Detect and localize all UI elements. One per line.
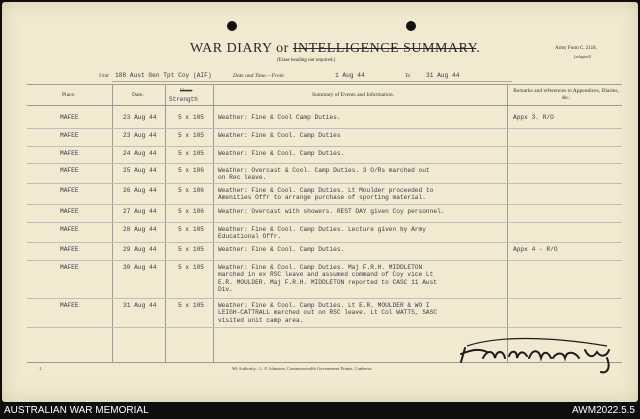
row-summary [218, 187, 433, 202]
printer-imprint: Wt Authority : L. F. Johnston, Commonwealth Government Printer, Canberra. [232, 366, 373, 371]
row-place: MAFEE [60, 264, 79, 271]
row-summary [218, 208, 445, 215]
row-strength: 5 x 106 [178, 167, 204, 174]
row-place: MAFEE [60, 208, 79, 215]
row-rule [27, 298, 622, 299]
summary-line: visited unit camp area. [218, 316, 304, 324]
summary-line: Weather: Fine & Cool. Camp Duties. Lt E.R. MOULDER & WO I [218, 302, 430, 309]
summary-line: LEIGH-CATTRALL marched out on RSC leave. Lt Col WATTS, SASC [218, 309, 438, 317]
corner-mark: .1. [38, 366, 43, 371]
col-divider [165, 84, 166, 362]
row-place: MAFEE [60, 114, 79, 121]
row-date: 31 Aug 44 [123, 302, 157, 309]
row-place: MAFEE [60, 150, 79, 157]
row-strength: 5 x 105 [178, 246, 204, 253]
col-header-hour: Hour. [180, 88, 193, 94]
row-remark: Appx 3. R/O [513, 114, 554, 121]
summary-line: Weather: Fine & Cool. Camp Duties. Maj F.R.H. MIDDLETON [218, 264, 423, 271]
row-date: 28 Aug 44 [123, 226, 157, 233]
unit-underline [112, 81, 512, 82]
row-summary [218, 114, 341, 121]
row-date: 24 Aug 44 [123, 150, 157, 157]
summary-line: Educational Offr. [218, 233, 282, 241]
row-strength: 5 x 105 [178, 226, 204, 233]
form-adapted: (adapted) [574, 54, 591, 59]
row-date: 29 Aug 44 [123, 246, 157, 253]
row-strength: 5 x 105 [178, 150, 204, 157]
unit-label: Unit [99, 73, 109, 79]
row-strength: 5 x 105 [178, 302, 204, 309]
row-place: MAFEE [60, 302, 79, 309]
row-strength: 5 x 106 [178, 208, 204, 215]
form-number: Army Form C. 2118. [555, 46, 597, 51]
col-header-date: Date. [132, 92, 144, 98]
summary-line: Weather: Fine & Cool. Camp Duties. [218, 246, 345, 253]
war-diary-page [2, 2, 638, 402]
archive-caption-bar [0, 402, 640, 419]
row-place: MAFEE [60, 132, 79, 139]
header-rule [27, 105, 622, 106]
row-strength: 5 x 105 [178, 132, 204, 139]
col-header-strength: Strength [169, 96, 198, 103]
row-rule [27, 242, 622, 243]
row-rule [27, 204, 622, 205]
summary-line: marched in ex RSC leave and assumed command of Coy vice Lt [218, 271, 434, 279]
row-strength: 5 x 105 [178, 264, 204, 271]
summary-line: Div. [218, 286, 233, 294]
summary-line: Weather: Fine & Cool Camp Duties. [218, 114, 341, 121]
summary-line: Weather: Overcast with showers. REST DAY given Coy personnel. [218, 208, 445, 215]
row-date: 23 Aug 44 [123, 114, 157, 121]
col-divider [112, 84, 113, 362]
row-summary [218, 246, 344, 253]
row-date: 27 Aug 44 [123, 208, 157, 215]
row-date: 25 Aug 44 [123, 167, 157, 174]
row-rule [27, 222, 622, 223]
row-date: 26 Aug 44 [123, 187, 157, 194]
row-place: MAFEE [60, 226, 79, 233]
row-place: MAFEE [60, 187, 79, 194]
to-label: To [405, 73, 411, 79]
row-date: 23 Aug 44 [123, 132, 157, 139]
punch-hole [406, 21, 416, 31]
row-summary [218, 150, 344, 157]
row-strength: 5 x 106 [178, 187, 204, 194]
row-rule [27, 146, 622, 147]
page-title: WAR DIARY or INTELLIGENCE SUMMARY. [190, 41, 481, 56]
row-place: MAFEE [60, 246, 79, 253]
row-rule [27, 128, 622, 129]
title-subtitle: (Erase heading not required.) [277, 58, 336, 63]
col-header-place: Place. [62, 92, 76, 98]
row-strength: 5 x 105 [178, 114, 204, 121]
to-date: 31 Aug 44 [426, 72, 460, 79]
summary-line: Weather: Fine & Cool. Camp Duties [218, 132, 341, 139]
col-header-remarks: Remarks and references to Appendices, Diaries, &c. [513, 88, 619, 101]
datetime-label: Date and Time.—From [233, 73, 284, 79]
archive-name: AUSTRALIAN WAR MEMORIAL [4, 405, 149, 416]
row-rule [27, 260, 622, 261]
col-header-summary: Summary of Events and Information. [312, 92, 395, 98]
signature [457, 328, 632, 378]
row-summary [218, 226, 426, 241]
row-summary [218, 167, 430, 182]
punch-hole [227, 21, 237, 31]
col-divider [507, 84, 508, 362]
from-date: 1 Aug 44 [335, 72, 365, 79]
row-remark: Appx 4 - R/O [513, 246, 558, 253]
table-top-rule [27, 84, 622, 85]
summary-line: Weather: Overcast & Cool. Camp Duties. 3 O/Rs marched out [218, 167, 430, 174]
summary-line: Weather: Fine & Cool. Camp Duties. Lecture given by Army [218, 226, 426, 233]
row-date: 30 Aug 44 [123, 264, 157, 271]
summary-line: Amenities Offr to arrange purchase of sporting material. [218, 194, 426, 202]
row-summary [218, 264, 437, 294]
summary-line: Weather: Fine & Cool. Camp Duties. [218, 150, 345, 157]
summary-line: Weather: Fine & Cool. Camp Duties. Lt Moulder proceeded to [218, 187, 434, 194]
row-rule [27, 183, 622, 184]
summary-line: E.R. MOULDER. Maj F.R.H. MIDDLETON reported to CASC 11 Aust [218, 278, 438, 286]
row-summary [218, 302, 437, 324]
archive-id: AWM2022.5.5 [572, 405, 635, 416]
col-divider [213, 84, 214, 362]
unit-value: 188 Aust Gen Tpt Coy (AIF) [115, 72, 212, 79]
row-summary [218, 132, 341, 139]
summary-line: on Rec leave. [218, 174, 267, 182]
row-place: MAFEE [60, 167, 79, 174]
row-rule [27, 163, 622, 164]
